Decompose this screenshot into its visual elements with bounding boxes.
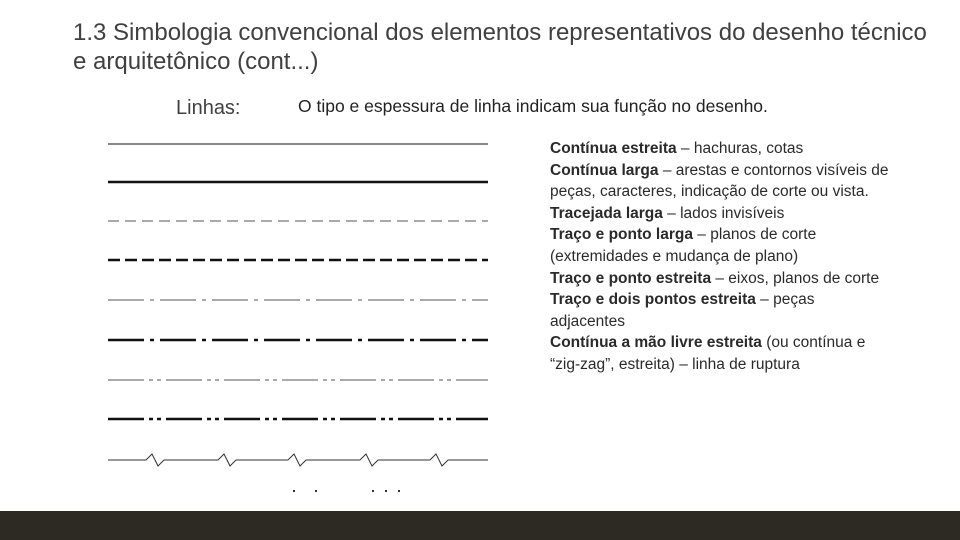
line-type-samples [100,130,500,500]
footer-bar [0,511,960,540]
desc-item: Tracejada larga – lados invisíveis [550,204,785,222]
desc-item: Contínua a mão livre estreita (ou contínua e “zig-zag”, estreita) – linha de ruptura [550,334,866,373]
section-label: Linhas: [176,97,241,119]
line-descriptions [550,138,890,376]
desc-item: Traço e ponto estreita – eixos, planos de corte [550,269,880,287]
slide-title: 1.3 Simbologia convencional dos elementos representativos do desenho técnico e arquitetônico (cont...) [73,19,927,75]
stray-marks [293,490,400,492]
desc-item: Traço e ponto larga – planos de corte (extremidades e mudança de plano) [550,226,817,265]
line-zigzag-break [108,454,488,466]
desc-item: Contínua larga – arestas e contornos visíveis de peças, caracteres, indicação de corte ou vista. [550,161,889,201]
desc-item: Traço e dois pontos estreita – peças adjacentes [550,291,815,330]
desc-item: Contínua estreita – hachuras, cotas [550,140,804,157]
intro-text: O tipo e espessura de linha indicam sua função no desenho. [298,96,768,116]
